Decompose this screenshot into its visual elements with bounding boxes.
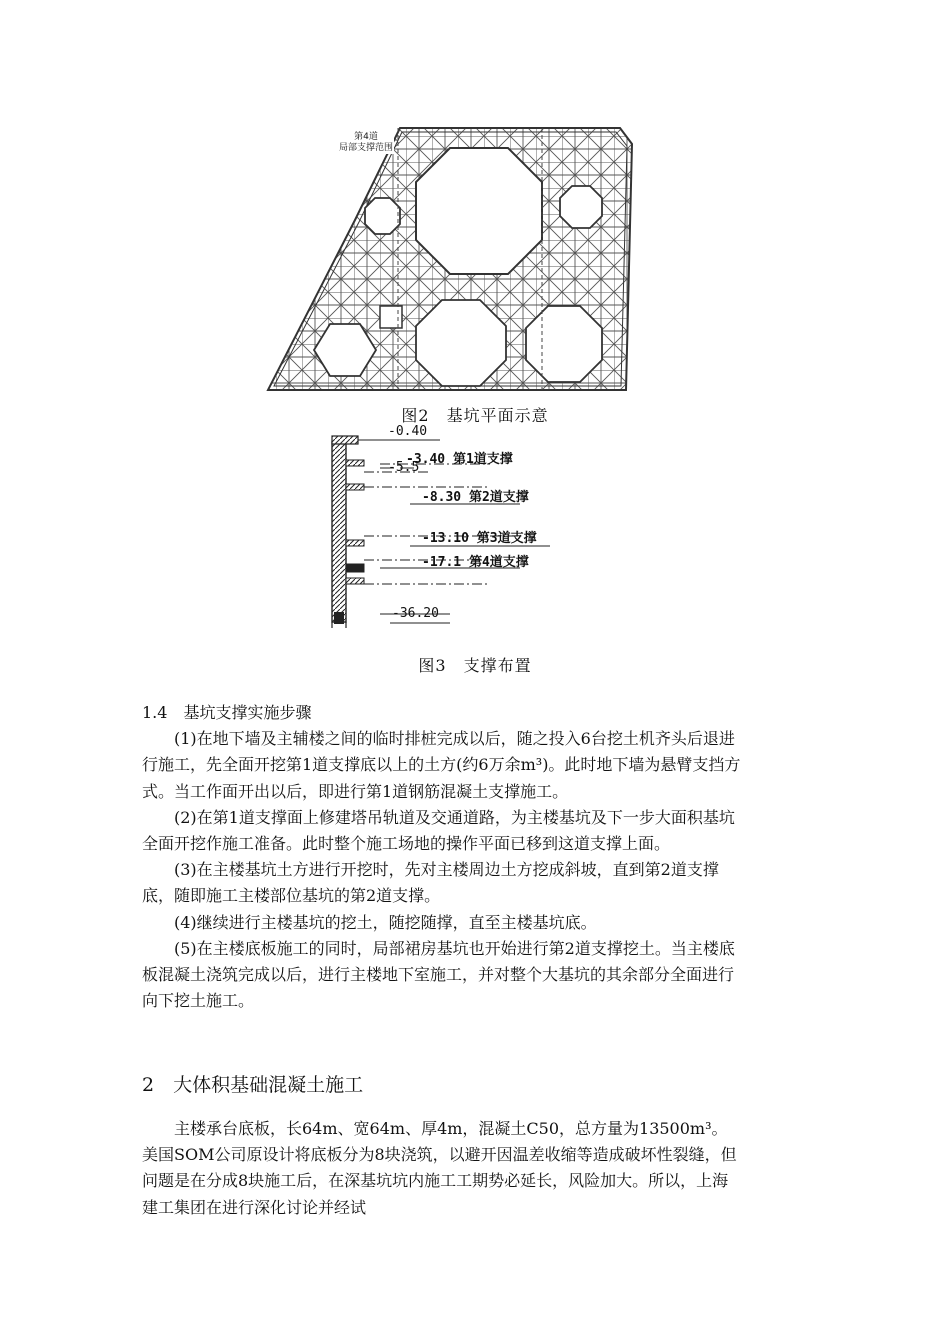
central-octagon-opening bbox=[416, 148, 542, 274]
section-2-heading: 2 大体积基础混凝土施工 bbox=[142, 1074, 364, 1096]
bottom-mid-opening bbox=[416, 300, 506, 386]
section-2-paragraph: 主楼承台底板，长64m、宽64m、厚4m，混凝土C50，总方量为13500m³。美国SOM公司原设计将底板分为8块浇筑，以避开因温差收缩等造成破坏性裂缝，但问题是在分成8块施工后，在深基坑坑内施工工期势必延长，风险加大。所以，上海建工集团在进行深化讨论并经试 bbox=[142, 1119, 737, 1217]
strut-1 bbox=[346, 460, 364, 466]
diaphragm-wall bbox=[332, 442, 346, 622]
level-label-7: -36.20 bbox=[392, 606, 439, 621]
step-3-paragraph: (3)在主楼基坑土方进行开挖时，先对主楼周边土方挖成斜坡，直到第2道支撑底，随即施工主楼部位基坑的第2道支撑。 bbox=[142, 860, 719, 906]
wall-cap bbox=[332, 436, 358, 444]
strut-3 bbox=[346, 540, 364, 546]
figure-3-section bbox=[320, 424, 580, 634]
step-4-paragraph: (4)继续进行主楼基坑的挖土，随挖随撑，直至主楼基坑底。 bbox=[174, 912, 597, 932]
strut-4 bbox=[346, 564, 364, 572]
figure-3-caption: 图3 支撑布置 bbox=[418, 656, 532, 675]
section-1-4-title: 1.4 基坑支撑实施步骤 bbox=[142, 703, 312, 722]
annotation-label bbox=[338, 132, 394, 154]
level-label-6: -17.1 第4道支撑 bbox=[422, 555, 529, 570]
level-label-5: -13.10 第3道支撑 bbox=[422, 531, 537, 546]
section-2-body bbox=[142, 1116, 742, 1221]
right-octagon-opening bbox=[560, 186, 602, 228]
step-1-paragraph: (1)在地下墙及主辅楼之间的临时排桩完成以后，随之投入6台挖土机齐头后退进行施工，先全面开挖第1道支撑底以上的土方(约6万余m³)。此时地下墙为悬臂支挡方式。当工作面开出以后，即进行第1道钢筋混凝土支撑施工。 bbox=[142, 729, 741, 801]
pit-plan-drawing bbox=[250, 110, 650, 405]
annotation-line1: 第4道 bbox=[354, 132, 378, 142]
step-2-paragraph: (2)在第1道支撑面上修建塔吊轨道及交通道路，为主楼基坑及下一步大面积基坑全面开挖作施工准备。此时整个施工场地的操作平面已移到这道支撑上面。 bbox=[142, 807, 735, 854]
figure-2-caption: 图2 基坑平面示意 bbox=[401, 406, 549, 425]
left-octagon-opening bbox=[365, 198, 400, 234]
level-label-1: -0.40 bbox=[388, 424, 428, 439]
level-label-4: -8.30 第2道支撑 bbox=[422, 490, 529, 505]
small-square-opening bbox=[380, 306, 402, 328]
strut-2 bbox=[346, 484, 364, 490]
level-label-3: -5.5 bbox=[388, 460, 420, 475]
annotation-line2: 局部支撑范围 bbox=[339, 143, 394, 153]
bottom-right-opening bbox=[526, 306, 602, 382]
strut-5 bbox=[346, 578, 364, 584]
level-label-2: -3.40 第1道支撑 bbox=[406, 452, 513, 467]
figure-2-plan bbox=[250, 110, 650, 405]
section-1-4 bbox=[142, 700, 742, 1014]
step-5-paragraph: (5)在主楼底板施工的同时，局部裙房基坑也开始进行第2道支撑挖土。当主楼底板混凝土浇筑完成以后，进行主楼地下室施工，并对整个大基坑的其余部分全面进行向下挖土施工。 bbox=[142, 938, 735, 1011]
